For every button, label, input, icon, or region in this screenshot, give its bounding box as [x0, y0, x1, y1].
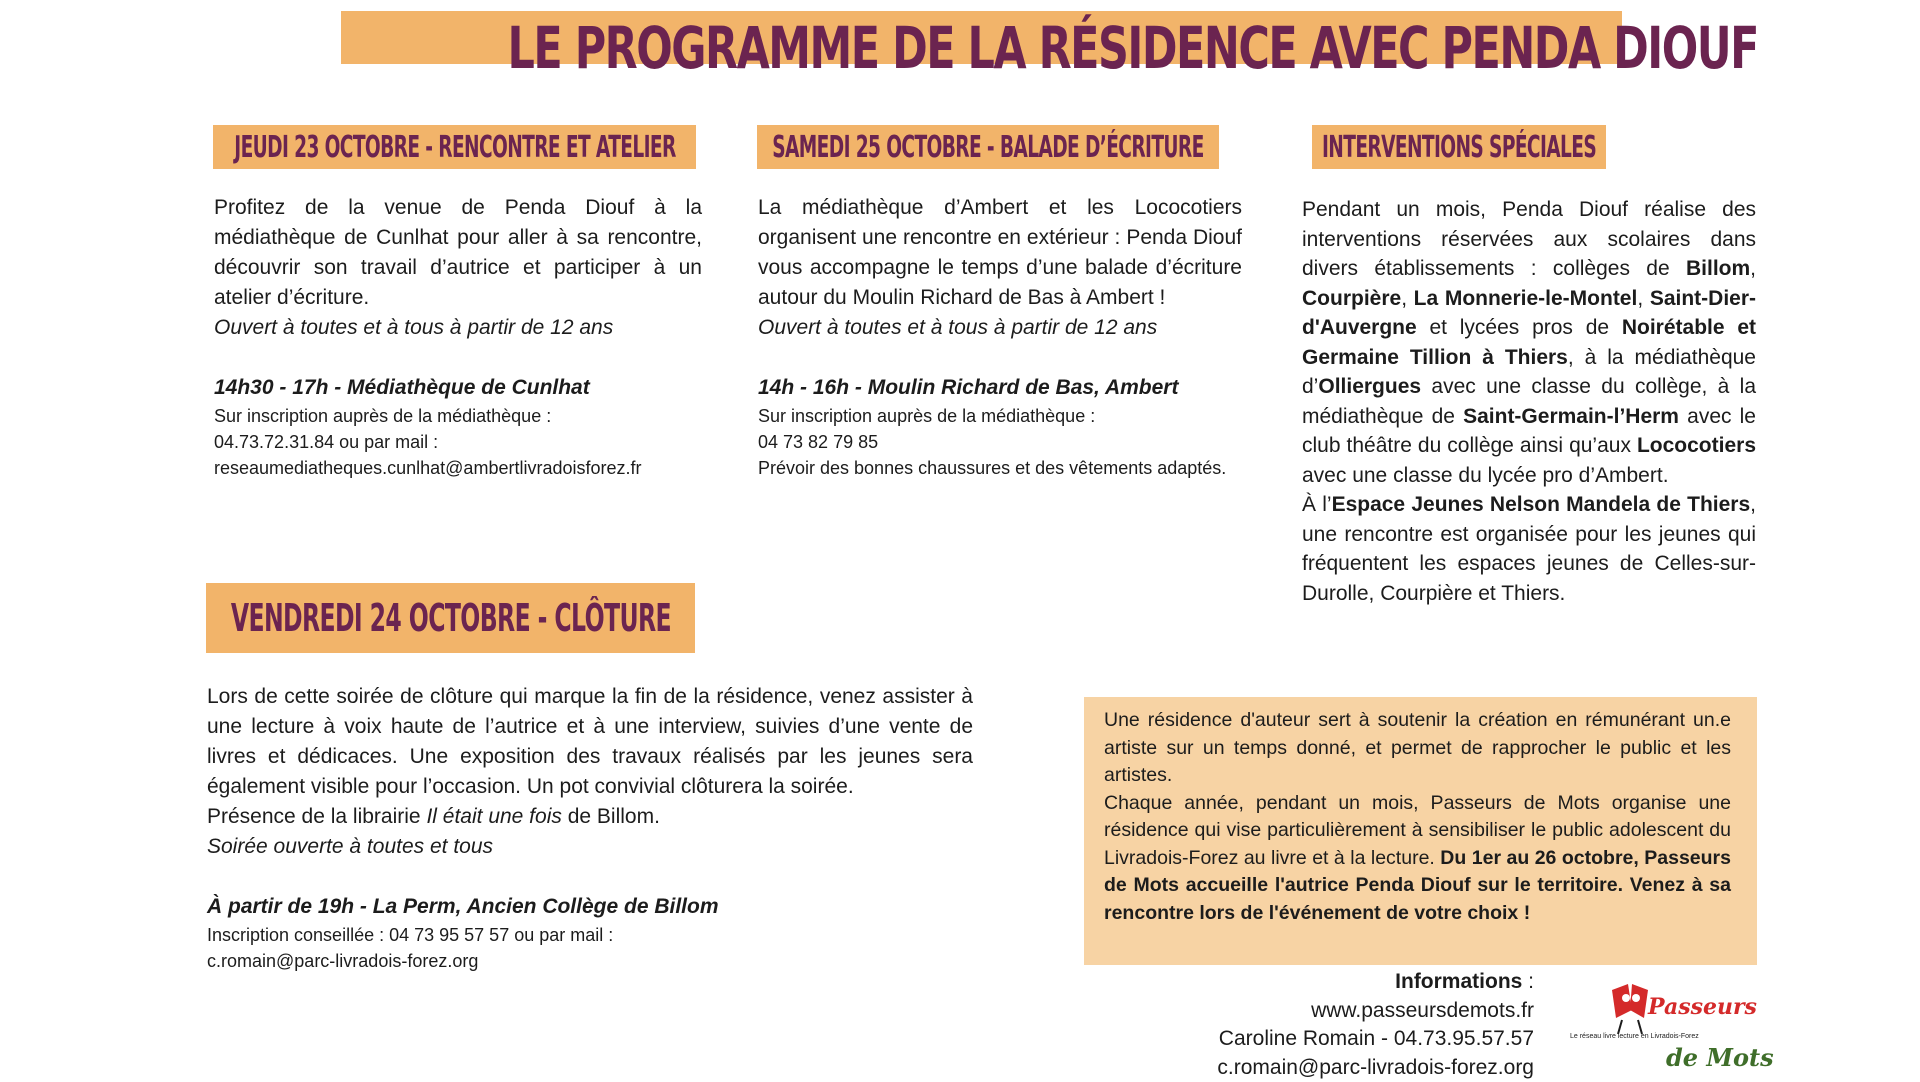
interventions-p1-run-8: et lycées pros de [1417, 316, 1622, 339]
interventions-paragraph-2 [1302, 490, 1756, 608]
logo-tagline: Le réseau livre lecture en Livradois-Forez [1570, 1033, 1699, 1040]
contact-website[interactable]: www.passeursdemots.fr [1217, 997, 1534, 1026]
librairie-name: Il était une fois [426, 805, 561, 828]
infobox-highlight: Du 1er au 26 octobre, Passeurs de Mots accueille l'autrice Penda Diouf sur le territoire. Venez à sa rencontre lors de l'événement de votre choix ! [1104, 847, 1731, 924]
passeurs-de-mots-logo [1570, 978, 1760, 1078]
interventions-p1-run-12: avec une classe du collège, à la médiathèque de [1302, 375, 1756, 428]
interventions-p1-run-10: , à la médiathèque d’ [1302, 346, 1756, 399]
interventions-p1-run-5: La Monnerie-le-Montel [1414, 287, 1638, 310]
interventions-p1-run-9: Noirétable et Germaine Tillion à Thiers [1302, 316, 1756, 369]
jeudi-email: reseaumediatheques.cunlhat@ambertlivradoisforez.fr [214, 455, 702, 481]
interventions-p1-run-1: Billom [1686, 257, 1750, 280]
interventions-p2-run-1: Espace Jeunes Nelson Mandela de Thiers [1332, 493, 1751, 516]
section-label-interventions [1312, 125, 1606, 169]
interventions-p1-run-11: Olliergues [1318, 375, 1421, 398]
contact-heading: Informations : [1217, 968, 1534, 997]
vendredi-event: À partir de 19h - La Perm, Ancien Collège de Billom [207, 892, 973, 922]
jeudi-audience: Ouvert à toutes et à tous à partir de 12 ans [214, 313, 702, 343]
interventions-p1-run-16: avec une classe du lycée pro d’Ambert. [1302, 464, 1669, 487]
contact-person: Caroline Romain - 04.73.95.57.57 [1217, 1025, 1534, 1054]
samedi-phone: 04 73 82 79 85 [758, 429, 1242, 455]
infobox-paragraph-2: Chaque année, pendant un mois, Passeurs de Mots organise une résidence qui vise particulièrement à sensibiliser le public adolescent du Livradois-Forez au livre et à la lecture. Du 1er au 26 octobre, Passeurs de Mots accueille l'autrice Penda Diouf sur le territoire. Venez à sa rencontre lors de l'événement de votre choix ! [1104, 790, 1731, 928]
interventions-p1-run-4: , [1401, 287, 1413, 310]
interventions-p1-run-15: Lococotiers [1637, 434, 1756, 457]
vendredi-detail: Inscription conseillée : 04 73 95 57 57 ou par mail : [207, 922, 973, 948]
samedi-detail: Sur inscription auprès de la médiathèque : [758, 403, 1242, 429]
interventions-p1-run-3: Courpière [1302, 287, 1401, 310]
section-label-samedi-text: SAMEDI 25 OCTOBRE - BALADE D’ÉCRITURE [772, 130, 1203, 165]
interventions-p1-run-0: Pendant un mois, Penda Diouf réalise des interventions réservées aux scolaires dans divers établissements : collèges de [1302, 198, 1756, 280]
contact-email[interactable]: c.romain@parc-livradois-forez.org [1217, 1054, 1534, 1082]
section-label-vendredi [206, 583, 695, 653]
infobox-paragraph-1: Une résidence d'auteur sert à soutenir la création en rémunérant un.e artiste sur un temps donné, et permet de rapprocher le public et les artistes. [1104, 707, 1731, 790]
jeudi-intro: Profitez de la venue de Penda Diouf à la médiathèque de Cunlhat pour aller à sa rencontre, découvrir son travail d’autrice et participer à un atelier d’écriture. [214, 193, 702, 313]
samedi-event: 14h - 16h - Moulin Richard de Bas, Ambert [758, 373, 1242, 403]
interventions-paragraph-1 [1302, 195, 1756, 490]
section-jeudi [214, 193, 702, 481]
vendredi-audience: Soirée ouverte à toutes et tous [207, 832, 973, 862]
page-title: LE PROGRAMME DE LA RÉSIDENCE AVEC PENDA DIOUF [508, 8, 1456, 88]
interventions-p2-run-0: À l’ [1302, 493, 1332, 516]
interventions-p2-run-2: , une rencontre est organisée pour les jeunes qui fréquentent les espaces jeunes de Celles-sur-Durolle, Courpière et Thiers. [1302, 493, 1756, 605]
logo-text-top: Passeurs [1647, 994, 1757, 1020]
section-label-vendredi-text: VENDREDI 24 OCTOBRE - CLÔTURE [230, 596, 670, 640]
interventions-p1-run-13: Saint-Germain-l’Herm [1463, 405, 1679, 428]
interventions-p1-run-7: Saint-Dier-d'Auvergne [1302, 287, 1756, 340]
section-label-jeudi [213, 125, 696, 169]
vendredi-email: c.romain@parc-livradois-forez.org [207, 948, 973, 974]
jeudi-event: 14h30 - 17h - Médiathèque de Cunlhat [214, 373, 702, 403]
book-icon [1612, 984, 1648, 1034]
samedi-note: Prévoir des bonnes chaussures et des vêtements adaptés. [758, 455, 1242, 481]
samedi-audience: Ouvert à toutes et à tous à partir de 12 ans [758, 313, 1242, 343]
interventions-p1-run-6: , [1637, 287, 1649, 310]
section-samedi [758, 193, 1242, 481]
section-label-interventions-text: INTERVENTIONS SPÉCIALES [1322, 130, 1596, 165]
logo-text-bottom: de Mots [1666, 1043, 1774, 1072]
jeudi-detail: Sur inscription auprès de la médiathèque : [214, 403, 702, 429]
section-label-samedi [757, 125, 1219, 169]
residence-info-box [1084, 697, 1757, 965]
vendredi-librairie: Présence de la librairie Il était une fois de Billom. [207, 802, 973, 832]
section-label-jeudi-text: JEUDI 23 OCTOBRE - RENCONTRE ET ATELIER [234, 130, 675, 165]
jeudi-phone: 04.73.72.31.84 ou par mail : [214, 429, 702, 455]
interventions-p1-run-2: , [1750, 257, 1756, 280]
contact-block [1217, 968, 1534, 1082]
samedi-intro: La médiathèque d’Ambert et les Lococotiers organisent une rencontre en extérieur : Penda Diouf vous accompagne le temps d’une balade d’écriture autour du Moulin Richard de Bas à Ambert ! [758, 193, 1242, 313]
section-vendredi [207, 682, 973, 974]
vendredi-intro: Lors de cette soirée de clôture qui marque la fin de la résidence, venez assister à une lecture à voix haute de l’autrice et à une interview, suivies d’une vente de livres et dédicaces. Une exposition des travaux réalisés par les jeunes sera également visible pour l’occasion. Un pot convivial clôturera la soirée. [207, 682, 973, 802]
interventions-p1-run-14: avec le club théâtre du collège ainsi qu’aux [1302, 405, 1756, 458]
section-interventions [1302, 195, 1756, 608]
